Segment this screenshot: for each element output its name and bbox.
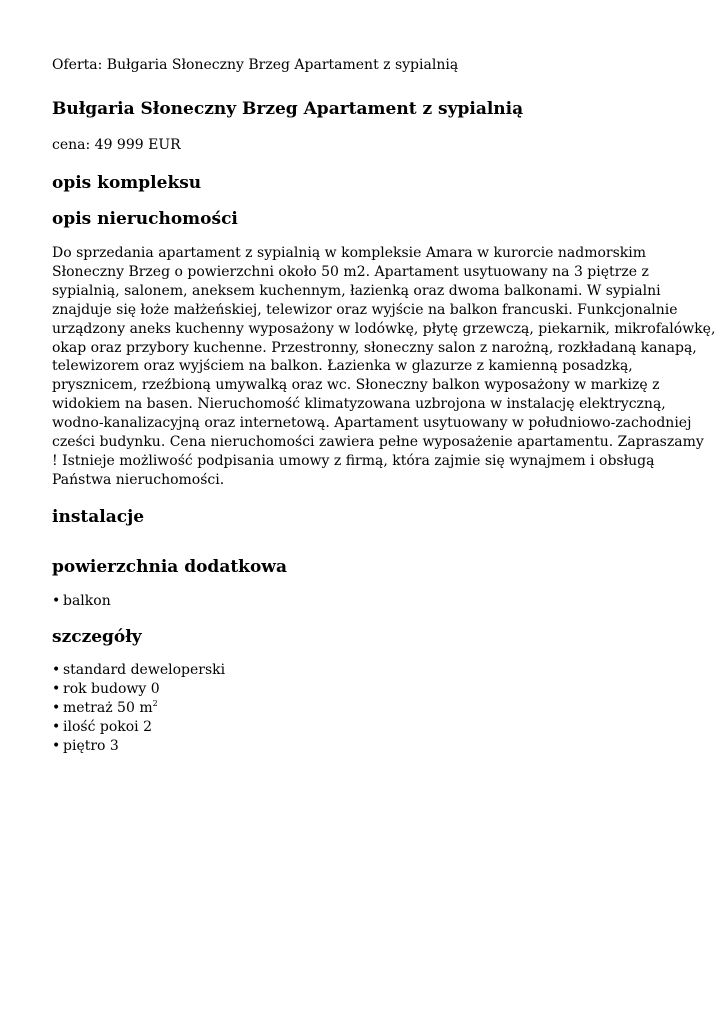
description-line: okap oraz przybory kuchenne. Przestronny, słoneczny salon z narożną, rozkładaną kanapą,	[52, 339, 697, 356]
offer-breadcrumb: Oferta: Bułgaria Słoneczny Brzeg Apartament z sypialnią	[52, 57, 459, 73]
heading-szczegoly: szczegóły	[52, 627, 142, 647]
heading-instalacje: instalacje	[52, 507, 145, 527]
list-item	[52, 737, 225, 756]
description-line: widokiem na basen. Nieruchomość klimatyzowana uzbrojona w instalację elektryczną,	[52, 396, 666, 413]
description-line: ! Istnieje możliwość podpisania umowy z firmą, która zajmie się wynajmem i obsługą	[52, 452, 655, 469]
description-line: urządzony aneks kuchenny wyposażony w lodówkę, płytę grzewczą, piekarnik, mikrofalówkę,	[52, 320, 716, 337]
list-item	[52, 699, 225, 718]
szczegoly-list	[52, 661, 225, 756]
description-line: Do sprzedania apartament z sypialnią w kompleksie Amara w kurorcie nadmorskim	[52, 245, 647, 261]
bullet-icon: •	[52, 700, 61, 716]
description-line: sypialnią, salonem, aneksem kuchennym, łazienką oraz dwoma balkonami. W sypialni	[52, 282, 661, 299]
powierzchnia-dodatkowa-list	[52, 592, 111, 611]
list-item	[52, 592, 111, 611]
unit-superscript: 2	[152, 699, 158, 708]
price-text: cena: 49 999 EUR	[52, 137, 181, 153]
description-line: prysznicem, rzeźbioną umywalką oraz wc. Słoneczny balkon wyposażony w markizę z	[52, 377, 660, 394]
bullet-icon: •	[52, 593, 61, 609]
list-item-label: metraż 50 m	[63, 700, 153, 716]
property-description	[52, 244, 716, 490]
heading-powierzchnia-dodatkowa: powierzchnia dodatkowa	[52, 557, 287, 577]
list-item	[52, 661, 225, 680]
bullet-icon: •	[52, 738, 61, 754]
description-line: Słoneczny Brzeg o powierzchni około 50 m2. Apartament usytuowany na 3 piętrze z	[52, 263, 649, 280]
description-line: znajduje się łoże małżeńskiej, telewizor oraz wyjście na balkon francuski. Funkcjonalnie	[52, 301, 678, 318]
list-item	[52, 718, 225, 737]
bullet-icon: •	[52, 719, 61, 735]
list-item	[52, 680, 225, 699]
bullet-icon: •	[52, 662, 61, 678]
bullet-icon: •	[52, 681, 61, 697]
list-item-label: standard deweloperski	[63, 662, 226, 678]
description-line: wodno-kanalizacyjną oraz internetową. Apartament usytuowany w południowo-zachodniej	[52, 415, 692, 432]
list-item-label: balkon	[63, 593, 111, 609]
heading-opis-nieruchomosci: opis nieruchomości	[52, 209, 238, 229]
description-line: cześci budynku. Cena nieruchomości zawiera pełne wyposażenie apartamentu. Zapraszamy	[52, 434, 704, 451]
list-item-label: rok budowy 0	[63, 681, 160, 697]
list-item-label: piętro 3	[63, 738, 119, 754]
list-item-label: ilość pokoi 2	[63, 719, 152, 735]
heading-opis-kompleksu: opis kompleksu	[52, 173, 202, 193]
description-line: telewizorem oraz wyjściem na balkon. Łazienka w glazurze z kamienną posadzką,	[52, 358, 633, 375]
description-line: Państwa nieruchomości.	[52, 471, 225, 488]
page-title: Bułgaria Słoneczny Brzeg Apartament z sypialnią	[52, 99, 524, 119]
